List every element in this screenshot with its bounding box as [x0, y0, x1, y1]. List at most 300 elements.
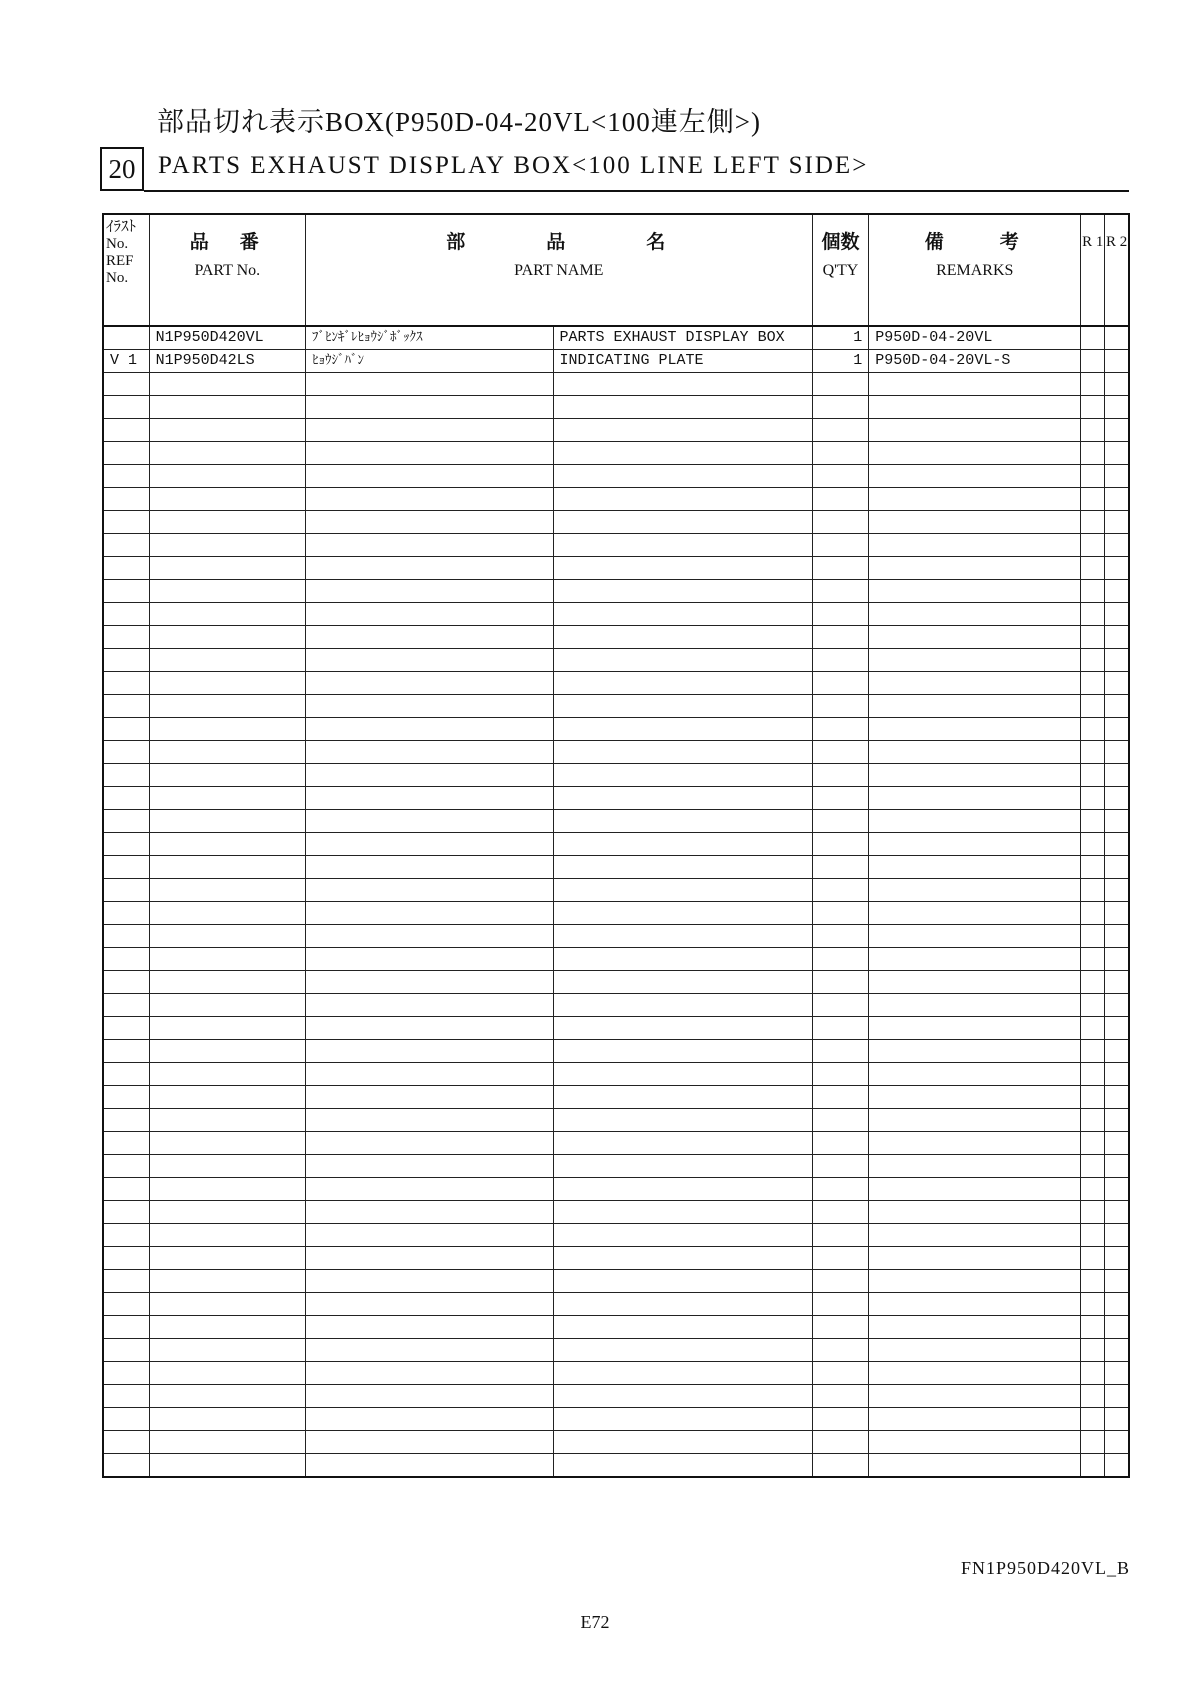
empty-row	[103, 833, 1129, 856]
cell-name-jp	[305, 718, 553, 741]
cell-name-en	[553, 419, 812, 442]
cell-remarks	[869, 557, 1081, 580]
cell-ref	[103, 948, 149, 971]
cell-r2	[1105, 1086, 1129, 1109]
cell-part-no	[149, 810, 305, 833]
cell-name-jp	[305, 511, 553, 534]
cell-part-no	[149, 557, 305, 580]
cell-ref	[103, 488, 149, 511]
cell-name-en: PARTS EXHAUST DISPLAY BOX	[553, 326, 812, 350]
cell-name-en	[553, 1316, 812, 1339]
cell-ref	[103, 879, 149, 902]
cell-part-no	[149, 1201, 305, 1224]
empty-row	[103, 557, 1129, 580]
cell-ref	[103, 1201, 149, 1224]
cell-r1	[1081, 419, 1105, 442]
cell-name-jp	[305, 741, 553, 764]
cell-qty	[812, 1201, 869, 1224]
empty-row	[103, 1063, 1129, 1086]
cell-ref	[103, 1247, 149, 1270]
cell-r1	[1081, 879, 1105, 902]
empty-row	[103, 442, 1129, 465]
cell-part-no	[149, 856, 305, 879]
cell-qty	[812, 626, 869, 649]
cell-qty	[812, 856, 869, 879]
header-remarks	[869, 214, 1081, 326]
empty-row	[103, 1017, 1129, 1040]
cell-remarks	[869, 396, 1081, 419]
cell-part-no	[149, 672, 305, 695]
cell-r2	[1105, 810, 1129, 833]
cell-qty	[812, 1247, 869, 1270]
cell-name-en	[553, 1293, 812, 1316]
cell-qty	[812, 695, 869, 718]
cell-qty	[812, 465, 869, 488]
cell-name-en	[553, 879, 812, 902]
cell-qty: 1	[812, 350, 869, 373]
cell-name-jp	[305, 350, 553, 373]
cell-remarks	[869, 1017, 1081, 1040]
cell-part-no	[149, 718, 305, 741]
cell-r2	[1105, 1362, 1129, 1385]
document-code: FN1P950D420VL_B	[960, 1558, 1130, 1578]
empty-row	[103, 1270, 1129, 1293]
cell-name-en	[553, 1408, 812, 1431]
cell-qty	[812, 1270, 869, 1293]
cell-r2	[1105, 534, 1129, 557]
cell-name-en	[553, 764, 812, 787]
cell-name-en	[553, 1431, 812, 1454]
page-title-jp: 部品切れ表示BOX(P950D-04-20VL<100連左側>)	[157, 107, 761, 137]
cell-remarks	[869, 465, 1081, 488]
cell-r1	[1081, 1316, 1105, 1339]
empty-row	[103, 672, 1129, 695]
cell-remarks	[869, 1454, 1081, 1478]
cell-r1	[1081, 1385, 1105, 1408]
cell-name-jp	[305, 764, 553, 787]
cell-name-jp	[305, 1178, 553, 1201]
empty-row	[103, 810, 1129, 833]
cell-name-jp	[305, 465, 553, 488]
cell-r1	[1081, 557, 1105, 580]
cell-ref	[103, 1178, 149, 1201]
empty-row	[103, 465, 1129, 488]
cell-ref	[103, 810, 149, 833]
empty-row	[103, 649, 1129, 672]
cell-r2	[1105, 396, 1129, 419]
cell-name-en	[553, 994, 812, 1017]
cell-name-jp	[305, 1109, 553, 1132]
cell-remarks	[869, 695, 1081, 718]
cell-ref	[103, 718, 149, 741]
cell-r1	[1081, 534, 1105, 557]
cell-part-no: N1P950D42LS	[149, 350, 305, 373]
cell-ref	[103, 1431, 149, 1454]
cell-part-no	[149, 1339, 305, 1362]
cell-qty	[812, 649, 869, 672]
cell-qty	[812, 1224, 869, 1247]
cell-qty	[812, 557, 869, 580]
cell-ref	[103, 925, 149, 948]
cell-remarks	[869, 603, 1081, 626]
cell-name-jp	[305, 1385, 553, 1408]
cell-r2	[1105, 879, 1129, 902]
cell-ref	[103, 672, 149, 695]
cell-name-en	[553, 511, 812, 534]
cell-r2	[1105, 994, 1129, 1017]
cell-name-jp	[305, 994, 553, 1017]
cell-qty	[812, 442, 869, 465]
table-row	[103, 350, 1129, 373]
header-qty	[812, 214, 869, 326]
cell-r1	[1081, 1270, 1105, 1293]
cell-r1	[1081, 1178, 1105, 1201]
cell-ref	[103, 741, 149, 764]
cell-qty	[812, 488, 869, 511]
cell-part-no	[149, 603, 305, 626]
cell-part-no	[149, 373, 305, 396]
cell-ref	[103, 1132, 149, 1155]
cell-remarks	[869, 1201, 1081, 1224]
header-remarks-jp: 備 考	[924, 232, 1025, 253]
cell-r2	[1105, 442, 1129, 465]
cell-r1	[1081, 373, 1105, 396]
cell-r1	[1081, 1362, 1105, 1385]
cell-r1	[1081, 1155, 1105, 1178]
cell-remarks	[869, 1132, 1081, 1155]
cell-name-en	[553, 1339, 812, 1362]
empty-row	[103, 1362, 1129, 1385]
name-jp-text: ﾋｮｳｼﾞﾊﾞﾝ	[311, 353, 364, 368]
section-number: 20	[100, 147, 144, 191]
empty-row	[103, 1224, 1129, 1247]
empty-row	[103, 1109, 1129, 1132]
cell-name-en	[553, 1086, 812, 1109]
cell-name-jp	[305, 1293, 553, 1316]
cell-name-jp	[305, 1201, 553, 1224]
empty-row	[103, 1339, 1129, 1362]
cell-name-jp	[305, 1224, 553, 1247]
cell-name-en	[553, 1201, 812, 1224]
header-part-name	[305, 214, 812, 326]
header-ref-line: ｲﾗｽﾄ	[106, 219, 137, 235]
empty-row	[103, 1431, 1129, 1454]
cell-name-en	[553, 396, 812, 419]
cell-name-jp	[305, 1063, 553, 1086]
cell-ref	[103, 1155, 149, 1178]
cell-r2	[1105, 1155, 1129, 1178]
cell-qty	[812, 741, 869, 764]
cell-qty	[812, 787, 869, 810]
cell-name-en	[553, 649, 812, 672]
cell-qty	[812, 879, 869, 902]
cell-qty	[812, 396, 869, 419]
cell-r2	[1105, 672, 1129, 695]
cell-name-en	[553, 902, 812, 925]
cell-r2	[1105, 373, 1129, 396]
cell-ref	[103, 787, 149, 810]
cell-part-no	[149, 879, 305, 902]
empty-row	[103, 488, 1129, 511]
cell-name-en	[553, 1247, 812, 1270]
cell-qty	[812, 971, 869, 994]
cell-name-jp	[305, 1086, 553, 1109]
cell-part-no	[149, 511, 305, 534]
cell-r1	[1081, 810, 1105, 833]
cell-r2	[1105, 419, 1129, 442]
empty-row	[103, 994, 1129, 1017]
cell-name-jp	[305, 534, 553, 557]
cell-name-en	[553, 833, 812, 856]
cell-remarks	[869, 1063, 1081, 1086]
cell-name-en	[553, 1155, 812, 1178]
cell-remarks	[869, 626, 1081, 649]
cell-ref	[103, 1224, 149, 1247]
cell-r2	[1105, 1270, 1129, 1293]
cell-part-no	[149, 1063, 305, 1086]
cell-ref	[103, 373, 149, 396]
cell-name-en	[553, 695, 812, 718]
cell-qty	[812, 580, 869, 603]
empty-row	[103, 718, 1129, 741]
cell-part-no	[149, 833, 305, 856]
cell-r2	[1105, 1017, 1129, 1040]
empty-row	[103, 856, 1129, 879]
cell-r2	[1105, 1408, 1129, 1431]
title-underline	[144, 190, 1129, 192]
cell-remarks	[869, 994, 1081, 1017]
cell-qty	[812, 1431, 869, 1454]
cell-name-en	[553, 1454, 812, 1478]
cell-remarks	[869, 1293, 1081, 1316]
cell-remarks	[869, 442, 1081, 465]
cell-remarks	[869, 1040, 1081, 1063]
cell-remarks	[869, 488, 1081, 511]
cell-name-jp	[305, 810, 553, 833]
cell-r1	[1081, 326, 1105, 350]
header-ref-no	[103, 214, 149, 326]
cell-remarks	[869, 1339, 1081, 1362]
cell-remarks	[869, 925, 1081, 948]
empty-row	[103, 373, 1129, 396]
cell-name-en	[553, 856, 812, 879]
cell-part-no	[149, 1454, 305, 1478]
cell-ref	[103, 1316, 149, 1339]
cell-remarks	[869, 534, 1081, 557]
cell-remarks	[869, 511, 1081, 534]
cell-part-no	[149, 1247, 305, 1270]
cell-name-en	[553, 465, 812, 488]
cell-r1	[1081, 603, 1105, 626]
cell-r1	[1081, 1063, 1105, 1086]
cell-ref	[103, 511, 149, 534]
cell-remarks: P950D-04-20VL	[869, 326, 1081, 350]
cell-r1	[1081, 1339, 1105, 1362]
page-number: E72	[580, 1612, 610, 1632]
cell-name-jp	[305, 1316, 553, 1339]
cell-qty	[812, 1109, 869, 1132]
cell-remarks	[869, 1178, 1081, 1201]
cell-remarks	[869, 1247, 1081, 1270]
cell-part-no	[149, 465, 305, 488]
cell-r2	[1105, 925, 1129, 948]
cell-ref	[103, 603, 149, 626]
cell-part-no	[149, 787, 305, 810]
header-ref-line: No.	[106, 236, 129, 252]
cell-qty	[812, 1178, 869, 1201]
empty-row	[103, 419, 1129, 442]
cell-ref: V 1	[103, 350, 149, 373]
cell-name-en	[553, 787, 812, 810]
cell-remarks	[869, 1385, 1081, 1408]
header-ref-line: No.	[106, 270, 129, 286]
cell-ref	[103, 580, 149, 603]
cell-name-jp	[305, 971, 553, 994]
header-part-name-jp: 部 品 名	[446, 232, 672, 253]
table-row	[103, 326, 1129, 350]
cell-remarks	[869, 1316, 1081, 1339]
cell-ref	[103, 1339, 149, 1362]
cell-r1	[1081, 902, 1105, 925]
cell-r1	[1081, 488, 1105, 511]
table-header-row	[103, 214, 1129, 326]
empty-row	[103, 534, 1129, 557]
cell-r1	[1081, 1293, 1105, 1316]
cell-name-jp	[305, 1408, 553, 1431]
cell-part-no	[149, 741, 305, 764]
cell-part-no	[149, 534, 305, 557]
cell-qty	[812, 672, 869, 695]
cell-name-en	[553, 373, 812, 396]
cell-r2	[1105, 649, 1129, 672]
cell-name-en	[553, 971, 812, 994]
cell-r2	[1105, 465, 1129, 488]
cell-r2	[1105, 1040, 1129, 1063]
cell-part-no	[149, 1385, 305, 1408]
cell-qty	[812, 1040, 869, 1063]
cell-ref	[103, 833, 149, 856]
cell-remarks	[869, 580, 1081, 603]
cell-r1	[1081, 856, 1105, 879]
cell-ref	[103, 557, 149, 580]
cell-name-jp	[305, 1270, 553, 1293]
cell-name-jp	[305, 672, 553, 695]
cell-qty	[812, 1454, 869, 1478]
cell-r2	[1105, 1178, 1129, 1201]
empty-row	[103, 1040, 1129, 1063]
cell-name-jp	[305, 1040, 553, 1063]
cell-name-en	[553, 442, 812, 465]
cell-remarks	[869, 1408, 1081, 1431]
cell-qty	[812, 902, 869, 925]
cell-part-no	[149, 626, 305, 649]
cell-r1	[1081, 1454, 1105, 1478]
cell-r1	[1081, 1017, 1105, 1040]
cell-ref	[103, 1362, 149, 1385]
cell-r2	[1105, 1339, 1129, 1362]
cell-part-no	[149, 649, 305, 672]
cell-name-en	[553, 1132, 812, 1155]
cell-qty	[812, 948, 869, 971]
cell-ref	[103, 971, 149, 994]
cell-ref	[103, 626, 149, 649]
cell-name-en	[553, 1270, 812, 1293]
empty-row	[103, 764, 1129, 787]
empty-row	[103, 1155, 1129, 1178]
cell-ref	[103, 902, 149, 925]
cell-name-en	[553, 603, 812, 626]
cell-qty	[812, 419, 869, 442]
cell-qty	[812, 1132, 869, 1155]
cell-qty	[812, 764, 869, 787]
cell-r2	[1105, 1201, 1129, 1224]
cell-r2	[1105, 626, 1129, 649]
cell-r1	[1081, 948, 1105, 971]
cell-name-en	[553, 1017, 812, 1040]
cell-name-jp	[305, 396, 553, 419]
empty-row	[103, 1086, 1129, 1109]
cell-remarks	[869, 1431, 1081, 1454]
empty-row	[103, 925, 1129, 948]
cell-part-no	[149, 1431, 305, 1454]
cell-remarks	[869, 672, 1081, 695]
cell-name-jp	[305, 925, 553, 948]
cell-r1	[1081, 787, 1105, 810]
cell-r1	[1081, 626, 1105, 649]
cell-name-jp	[305, 695, 553, 718]
cell-r2	[1105, 1316, 1129, 1339]
cell-part-no	[149, 971, 305, 994]
cell-remarks	[869, 1155, 1081, 1178]
cell-ref	[103, 649, 149, 672]
empty-row	[103, 1385, 1129, 1408]
cell-remarks	[869, 718, 1081, 741]
cell-part-no	[149, 1017, 305, 1040]
cell-remarks	[869, 373, 1081, 396]
header-remarks-en: REMARKS	[936, 262, 1014, 279]
cell-ref	[103, 1454, 149, 1478]
cell-ref	[103, 1270, 149, 1293]
cell-name-en	[553, 718, 812, 741]
cell-r1	[1081, 442, 1105, 465]
empty-row	[103, 1201, 1129, 1224]
cell-r2	[1105, 1132, 1129, 1155]
cell-part-no	[149, 396, 305, 419]
cell-r1	[1081, 718, 1105, 741]
cell-r1	[1081, 764, 1105, 787]
cell-r1	[1081, 971, 1105, 994]
cell-ref	[103, 1017, 149, 1040]
cell-remarks	[869, 948, 1081, 971]
cell-r1	[1081, 1247, 1105, 1270]
cell-name-en	[553, 1040, 812, 1063]
cell-part-no	[149, 1408, 305, 1431]
cell-r2	[1105, 764, 1129, 787]
cell-name-jp	[305, 833, 553, 856]
cell-qty	[812, 1408, 869, 1431]
cell-r1	[1081, 741, 1105, 764]
cell-r2	[1105, 1063, 1129, 1086]
cell-name-jp	[305, 649, 553, 672]
cell-r2	[1105, 695, 1129, 718]
cell-part-no	[149, 1224, 305, 1247]
cell-name-en	[553, 925, 812, 948]
empty-row	[103, 741, 1129, 764]
cell-name-jp	[305, 1155, 553, 1178]
cell-name-jp	[305, 1454, 553, 1478]
cell-r1	[1081, 672, 1105, 695]
cell-qty	[812, 603, 869, 626]
